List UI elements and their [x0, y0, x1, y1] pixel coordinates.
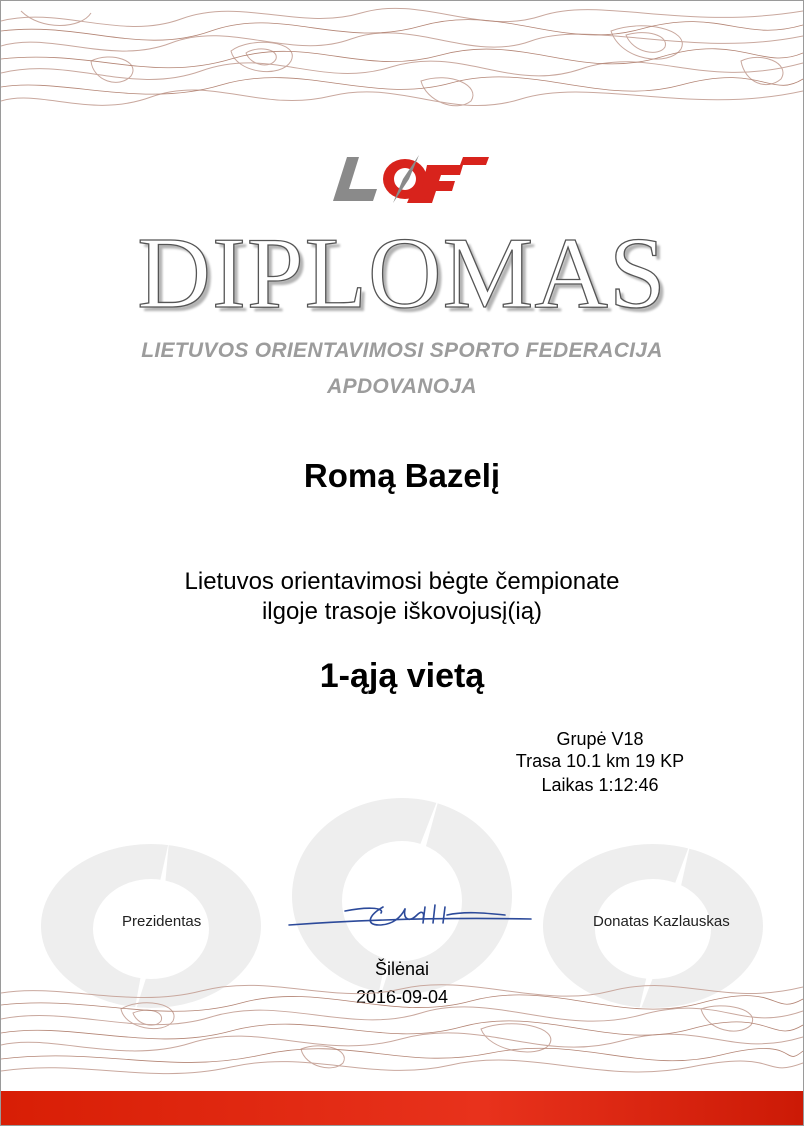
federation-name: LIETUVOS ORIENTAVIMOSI SPORTO FEDERACIJA	[141, 339, 663, 362]
diploma-title: DIPLOMAS	[137, 217, 667, 330]
group-info: Grupė V18	[556, 729, 644, 749]
course-info: Trasa 10.1 km 19 KP	[515, 751, 685, 771]
topographic-pattern-top	[1, 1, 803, 131]
placement: 1-ąją vietą	[319, 657, 485, 695]
time-info: Laikas 1:12:46	[541, 775, 659, 795]
signature-icon	[285, 897, 535, 933]
bottom-red-bar	[1, 1091, 803, 1125]
issue-place: Šilėnai	[374, 959, 430, 979]
achievement-text-line1: Lietuvos orientavimosi bėgte čempionate	[184, 568, 620, 595]
recipient-name: Romą Bazelį	[303, 457, 501, 494]
signer-role: Prezidentas	[122, 913, 202, 930]
issue-date: 2016-09-04	[355, 987, 449, 1007]
achievement-text-line2: ilgoje trasoje iškovojusį(ią)	[261, 598, 543, 625]
topographic-pattern-bottom	[1, 979, 803, 1089]
lof-logo-icon	[323, 153, 491, 205]
awards-label: APDOVANOJA	[327, 375, 477, 398]
signer-name: Donatas Kazlauskas	[593, 913, 730, 930]
